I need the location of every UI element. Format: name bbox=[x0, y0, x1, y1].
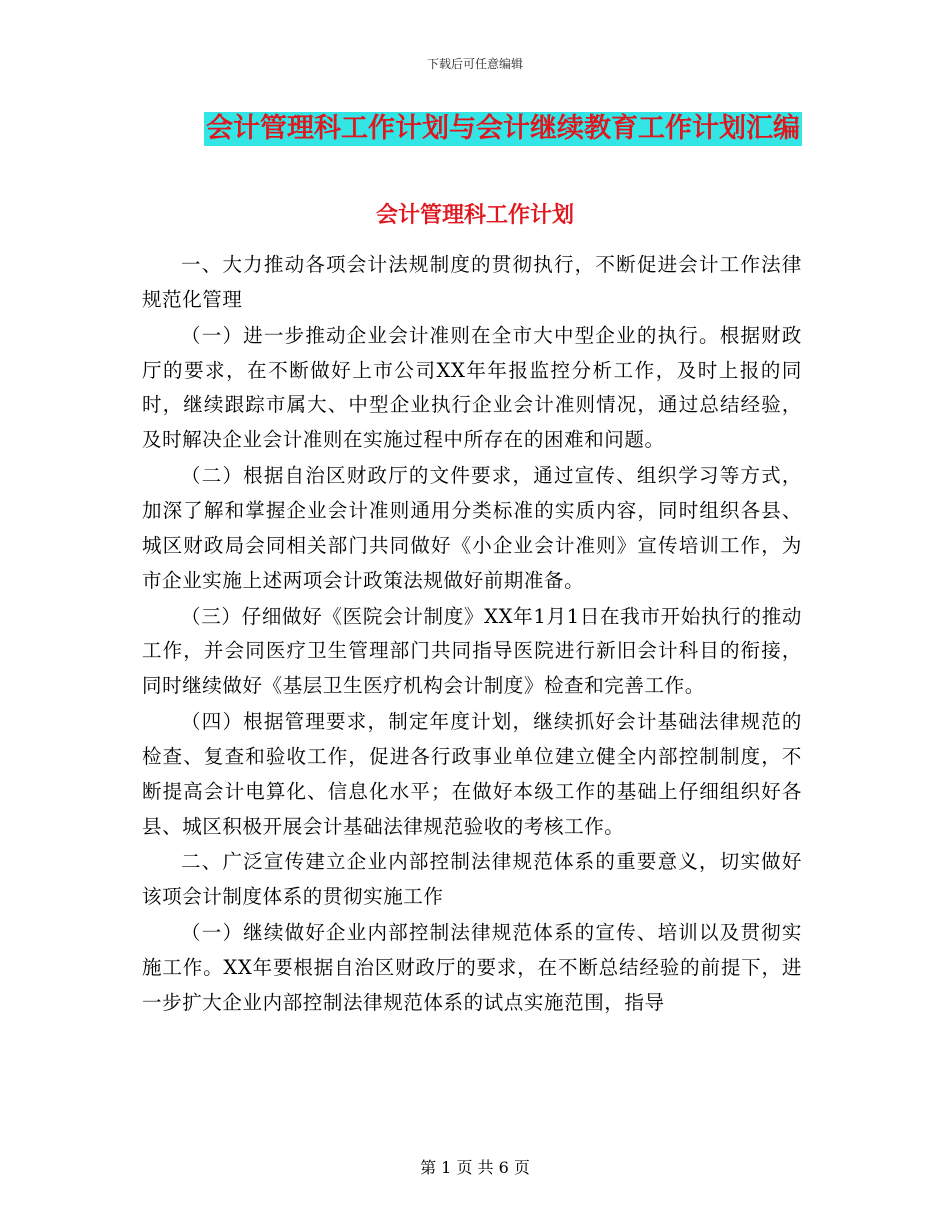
main-title: 会计管理科工作计划与会计继续教育工作计划汇编 bbox=[206, 113, 800, 144]
paragraph: （四）根据管理要求，制定年度计划，继续抓好会计基础法律规范的检查、复查和验收工作，促进各行政事业单位建立健全内部控制制度，不断提高会计电算化、信息化水平；在做好本级工作的基础上仔细组织好各县、城区积极开展会计基础法律规范验收的考核工作。 bbox=[142, 710, 802, 838]
paragraph: 一、大力推动各项会计法规制度的贯彻执行，不断促进会计工作法律规范化管理 bbox=[142, 253, 802, 311]
header-note: 下载后可任意编辑 bbox=[426, 57, 523, 71]
paragraph: （二）根据自治区财政厅的文件要求，通过宣传、组织学习等方式，加深了解和掌握企业会计准则通用分类标准的实质内容，同时组织各县、城区财政局会同相关部门共同做好《小企业会计准则》宣传培训工作，为市企业实施上述两项会计政策法规做好前期准备。 bbox=[142, 464, 802, 592]
page-footer: 第 1 页 共 6 页 bbox=[420, 1158, 530, 1177]
paragraph: （三）仔细做好《医院会计制度》XX年1月1日在我市开始执行的推动工作，并会同医疗卫生管理部门共同指导医院进行新旧会计科目的衔接，同时继续做好《基层卫生医疗机构会计制度》检查和完善工作。 bbox=[142, 604, 802, 698]
section-title: 会计管理科工作计划 bbox=[375, 203, 574, 228]
paragraph: （一）进一步推动企业会计准则在全市大中型企业的执行。根据财政厅的要求，在不断做好上市公司XX年年报监控分析工作，及时上报的同时，继续跟踪市属大、中型企业执行企业会计准则情况，通过总结经验，及时解决企业会计准则在实施过程中所存在的困难和问题。 bbox=[142, 323, 802, 452]
body-text bbox=[142, 248, 802, 1022]
main-title-wrap bbox=[0, 112, 950, 146]
paragraph: 二、广泛宣传建立企业内部控制法律规范体系的重要意义，切实做好该项会计制度体系的贯彻实施工作 bbox=[142, 850, 802, 909]
paragraph: （一）继续做好企业内部控制法律规范体系的宣传、培训以及贯彻实施工作。XX年要根据自治区财政厅的要求，在不断总结经验的前提下，进一步扩大企业内部控制法律规范体系的试点实施范围，指导 bbox=[142, 921, 802, 1014]
